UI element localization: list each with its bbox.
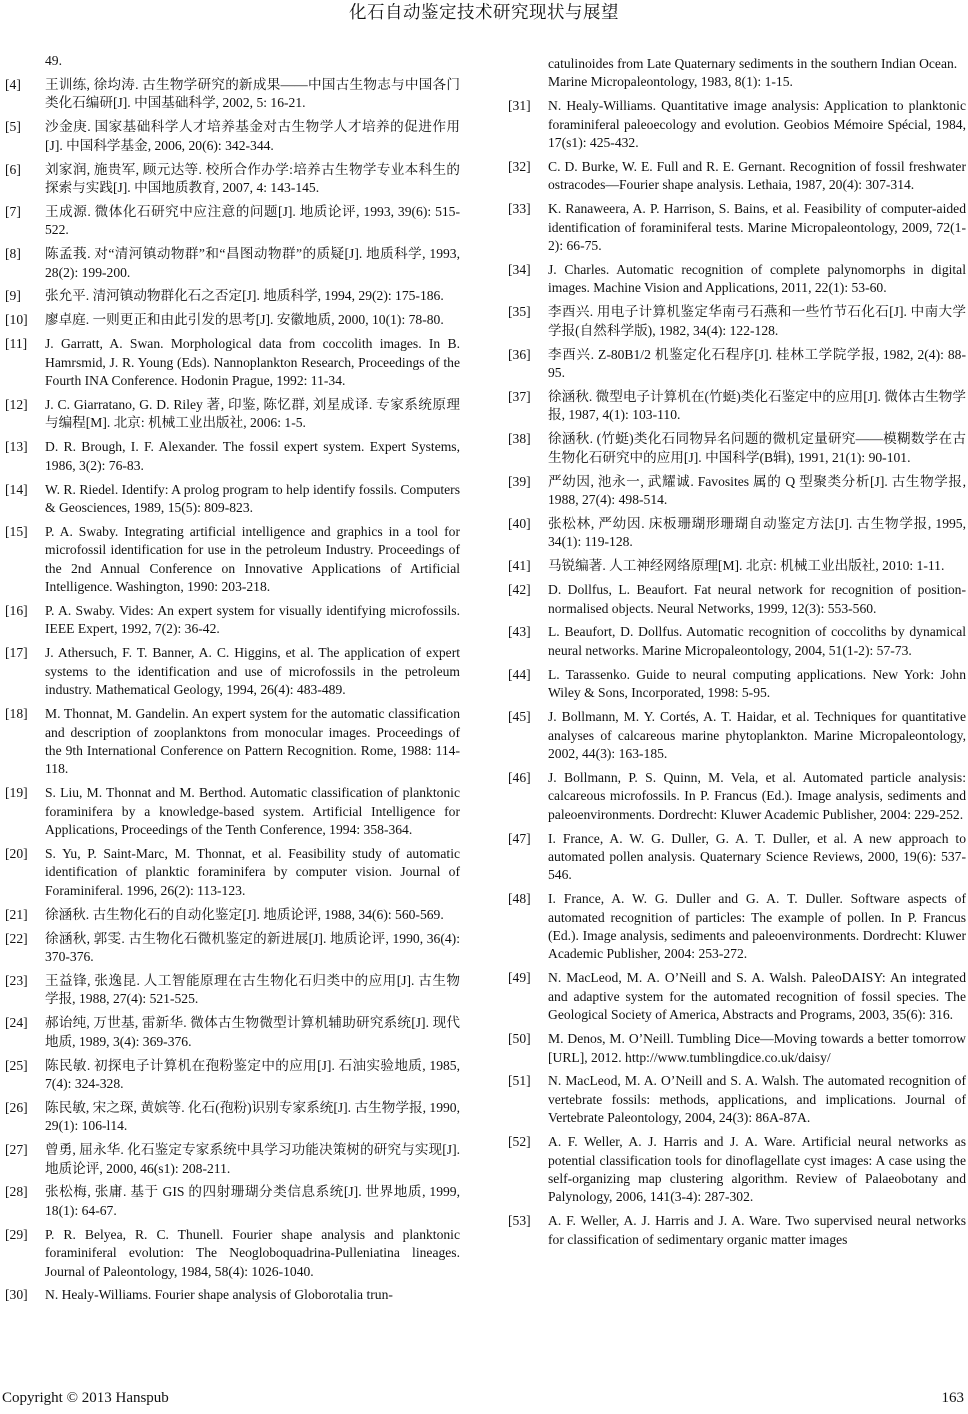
reference-number: [10] [5, 312, 28, 328]
reference-text: 王成源. 微体化石研究中应注意的问题[J]. 地质论评, 1993, 39(6): 515-522. [45, 203, 460, 238]
reference-number: [43] [508, 624, 531, 640]
reference-text: M. Thonnat, M. Gandelin. An expert system for the automatic classification and description of zooplanktons from monocular images. Proceedings of the 9th International Conference on Pattern Recognition. Rome, 1988: 114-118. [45, 706, 460, 777]
reference-number: [32] [508, 159, 531, 175]
reference-entry [5, 644, 460, 699]
reference-number: [45] [508, 709, 531, 725]
reference-number: [8] [5, 246, 21, 262]
reference-number: [53] [508, 1213, 531, 1229]
reference-entry [5, 438, 460, 475]
reference-number: [17] [5, 645, 28, 661]
reference-text: J. Bollmann, M. Y. Cortés, A. T. Haidar, et al. Techniques for quantitative analyses of calcareous marine phytoplankton. Marine Micropaleontology, 2002, 44(3): 163-185. [548, 709, 966, 761]
references-right-column [508, 55, 966, 1255]
reference-entry [508, 261, 966, 298]
reference-text: 郝诒纯, 万世基, 雷新华. 微体古生物微型计算机辅助研究系统[J]. 现代地质, 1989, 3(4): 369-376. [45, 1015, 460, 1049]
reference-number: [25] [5, 1057, 28, 1073]
reference-entry [508, 515, 966, 552]
reference-text: 陈民敏. 初探电子计算机在孢粉鉴定中的应用[J]. 石油实验地质, 1985, 7(4): 324-328. [45, 1057, 460, 1091]
reference-number: [14] [5, 481, 28, 497]
reference-text: 徐涵秋. (竹蜓)类化石同物异名问题的微机定量研究——模糊数学在古生物化石研究中的应用[J]. 中国科学(B辑), 1991, 21(1): 90-101. [548, 431, 966, 465]
reference-text: 陈孟莪. 对“清河镇动物群”和“昌图动物群”的质疑[J]. 地质科学, 1993, 28(2): 199-200. [45, 246, 460, 280]
reference-entry [5, 1057, 460, 1094]
reference-entry [5, 161, 460, 198]
reference-text: P. A. Swaby. Vides: An expert system for visually identifying microfossils. IEEE Expert, 1992, 7(2): 36-42. [45, 603, 460, 637]
reference-number: [19] [5, 785, 28, 801]
reference-entry [5, 396, 460, 433]
reference-entry [5, 930, 460, 967]
reference-entry [508, 1212, 966, 1249]
reference-number: [37] [508, 389, 531, 404]
reference-number: [22] [5, 930, 28, 946]
reference-number: [39] [508, 473, 531, 489]
reference-entry [5, 705, 460, 779]
reference-entry [508, 890, 966, 964]
reference-entry [5, 1286, 460, 1304]
reference-text: 徐涵秋. 微型电子计算机在(竹蜓)类化石鉴定中的应用[J]. 微体古生物学报, 1987, 4(1): 103-110. [548, 389, 966, 423]
reference-text: J. Bollmann, P. S. Quinn, M. Vela, et al. Automated particle analysis: calcareous microfossils. In P. Francus (Ed.). Image analysis, sediments and paleoenvironments. Dordrecht: Kluwer Academic Publisher, 2004: 229-252. [548, 769, 966, 822]
reference-number: [21] [5, 906, 28, 922]
reference-text: J. Athersuch, F. T. Banner, A. C. Higgins, et al. The application of expert systems to the identification and use of microfossils in the petroleum industry. Mathematical Geology, 1994, 26(4): 483-489. [45, 645, 460, 698]
reference-text: I. France, A. W. G. Duller and G. A. T. Duller. Software aspects of automated recognition of particles: The example of pollen. In P. Francus (Ed.). Image analysis, sediments and paleoenvironments. Dordrecht: Kluwer Academic Publisher, 2004: 253-272. [548, 891, 966, 962]
reference-entry [5, 523, 460, 597]
reference-entry [508, 346, 966, 383]
reference-list-right [508, 97, 966, 1249]
reference-text: 沙金庚. 国家基础科学人才培养基金对古生物学人才培养的促进作用[J]. 中国科学基金, 2006, 20(6): 342-344. [45, 119, 460, 153]
reference-text: J. Garratt, A. Swan. Morphological data from coccolith images. In B. Hamrsmid, J. R. Young (Eds). Nannoplankton Research, Proceedings of the Fourth INA Conference. Hodonin Prague, 1992: 11-34. [45, 336, 460, 389]
reference-number: [42] [508, 582, 531, 598]
reference-number: [40] [508, 515, 531, 531]
reference-number: [49] [508, 970, 531, 986]
reference-number: [30] [5, 1287, 28, 1303]
reference-text: 马锐编著. 人工神经网络原理[M]. 北京: 机械工业出版社, 2010: 1-11. [548, 558, 945, 574]
page-header-title: 化石自动鉴定技术研究现状与展望 [349, 2, 619, 22]
reference-entry [508, 581, 966, 618]
reference-number: [7] [5, 203, 21, 219]
reference-number: [33] [508, 201, 531, 217]
reference-number: [38] [508, 431, 531, 447]
reference-text: L. Tarassenko. Guide to neural computing applications. New York: John Wiley & Sons, Incorporated, 1998: 5-95. [548, 666, 966, 701]
reference-text: A. F. Weller, A. J. Harris and J. A. Ware. Two supervised neural networks for classification of sedimentary organic matter images [548, 1213, 966, 1247]
reference-number: [23] [5, 972, 28, 988]
footer-page-number: 163 [941, 1390, 964, 1406]
reference-entry [508, 830, 966, 885]
reference-entry [5, 1141, 460, 1178]
reference-text: 曾勇, 屈永华. 化石鉴定专家系统中具学习功能决策树的研究与实现[J]. 地质论评, 2000, 46(s1): 208-211. [45, 1142, 460, 1176]
reference-entry [5, 602, 460, 639]
reference-entry [5, 203, 460, 240]
reference-text: 张松林, 严幼因. 床板珊瑚形珊瑚自动鉴定方法[J]. 古生物学报, 1995, 34(1): 119-128. [548, 515, 966, 550]
reference-number: [44] [508, 666, 531, 682]
reference-text: L. Beaufort, D. Dollfus. Automatic recognition of coccoliths by dynamical neural networks. Marine Micropaleontology, 2004, 51(1-2): 57-73. [548, 624, 966, 658]
reference-entry [508, 158, 966, 195]
reference-number: [4] [5, 76, 21, 92]
reference-list-left [5, 76, 460, 1305]
reference-text: C. D. Burke, W. E. Full and R. E. Gernant. Recognition of fossil freshwater ostracodes—Fourier shape analysis. Lethaia, 1987, 20(4): 307-314. [548, 159, 966, 193]
reference-entry [5, 481, 460, 518]
reference-entry [5, 1099, 460, 1136]
reference-number: [26] [5, 1099, 28, 1115]
reference-text: 李酉兴. Z-80B1/2 机鉴定化石程序[J]. 桂林工学院学报, 1982, 2(4): 88-95. [548, 346, 966, 381]
reference-entry [5, 784, 460, 839]
reference-text: N. Healy-Williams. Fourier shape analysis of Globorotalia trun- [45, 1287, 393, 1303]
reference-number: [31] [508, 98, 531, 114]
references-left-column [5, 52, 460, 1310]
reference-text: 严幼因, 池永一, 武耀诚. Favosites 属的 Q 型聚类分析[J]. 古生物学报, 1988, 27(4): 498-514. [548, 473, 966, 508]
reference-entry [5, 1183, 460, 1220]
reference-entry [5, 335, 460, 390]
reference-number: [36] [508, 346, 531, 362]
reference-number: [24] [5, 1015, 28, 1031]
reference-number: [6] [5, 161, 21, 177]
reference-entry [5, 311, 460, 329]
reference-number: [34] [508, 262, 531, 278]
reference-number: [46] [508, 769, 531, 785]
reference-text: 刘家润, 施贵军, 顾元达等. 校所合作办学:培养古生物学专业本科生的探索与实践[J]. 中国地质教育, 2007, 4: 143-145. [45, 161, 460, 195]
reference-text: 李酉兴. 用电子计算机鉴定华南弓石燕和一些竹节石化石[J]. 中南大学学报(自然科学版), 1982, 34(4): 122-128. [548, 304, 966, 338]
reference-entry [508, 666, 966, 703]
reference-number: [35] [508, 304, 531, 320]
reference-text: K. Ranaweera, A. P. Harrison, S. Bains, et al. Feasibility of computer-aided identification of foraminiferal tests. Marine Micropaleontology, 2009, 72(1-2): 66-75. [548, 201, 966, 254]
reference-entry [508, 708, 966, 763]
reference-number: [29] [5, 1226, 28, 1242]
reference-number: [12] [5, 397, 28, 412]
reference-text: N. MacLeod, M. A. O’Neill and S. A. Walsh. PaleoDAISY: An integrated and adaptive system for the automated recognition of fossil species. The Geological Society of America, Abstracts and Programs, 2003, 35(6): 316. [548, 970, 966, 1023]
reference-text: S. Yu, P. Saint-Marc, M. Thonnat, et al. Feasibility study of automatic identification of planktic foraminifera by computer vision. Journal of Foraminiferal. 1996, 26(2): 113-123. [45, 845, 460, 898]
reference-number: [51] [508, 1073, 531, 1089]
reference-text: S. Liu, M. Thonnat and M. Berthod. Automatic classification of planktonic foraminifera by a knowledge-based system. Artificial Intelligence for Applications, Proceedings of the Tenth Conference, 1994: 358-364. [45, 785, 460, 838]
reference-text: 廖卓庭. 一则更正和由此引发的思考[J]. 安徽地质, 2000, 10(1): 78-80. [45, 312, 444, 328]
reference-text: 徐涵秋. 古生物化石的自动化鉴定[J]. 地质论评, 1988, 34(6): 560-569. [45, 906, 444, 922]
footer-copyright: Copyright © 2013 Hanspub [2, 1390, 169, 1406]
reference-entry [508, 473, 966, 510]
reference-number: [13] [5, 439, 28, 455]
reference-entry [5, 972, 460, 1009]
reference-number: [47] [508, 830, 531, 846]
reference-text: W. R. Riedel. Identify: A prolog program to help identify fossils. Computers & Geosciences, 1989, 15(5): 809-823. [45, 481, 460, 516]
reference-text: P. A. Swaby. Integrating artificial intelligence and graphics in a tool for microfossil identification for use in the petroleum Industry. Proceedings of the 2nd Annual Conference on Innovative Applications of Artificial Intelligence. Washington, 1990: 203-218. [45, 523, 460, 595]
reference-text: D. Dollfus, L. Beaufort. Fat neural network for recognition of position-normalised objects. Neural Networks, 1999, 12(3): 553-560. [548, 582, 966, 616]
reference-text: 陈民敏, 宋之琛, 黄嫔等. 化石(孢粉)识别专家系统[J]. 古生物学报, 1990, 29(1): 106-l14. [45, 1099, 460, 1134]
reference-continuation: catulinoides from Late Quaternary sediments in the southern Indian Ocean. Marine Micropaleontology, 1983, 8(1): 1-15. [548, 56, 958, 90]
reference-number: [48] [508, 891, 531, 907]
reference-entry [5, 245, 460, 282]
reference-number: [5] [5, 119, 21, 135]
reference-number: [11] [5, 336, 28, 352]
reference-entry [508, 1133, 966, 1207]
reference-text: M. Denos, M. O’Neill. Tumbling Dice—Moving towards a better tomorrow [URL], 2012. http://www.tumblingdice.co.uk/daisy/ [548, 1031, 966, 1065]
reference-entry [508, 303, 966, 340]
reference-text: 张松梅, 张庸. 基于 GIS 的四射珊瑚分类信息系统[J]. 世界地质, 1999, 18(1): 64-67. [45, 1184, 460, 1218]
reference-number: [15] [5, 523, 28, 539]
reference-text: I. France, A. W. G. Duller, G. A. T. Duller, et al. A new approach to automated pollen analysis. Quaternary Science Reviews, 2000, 19(6): 537-546. [548, 830, 966, 883]
reference-entry [508, 200, 966, 255]
reference-entry [5, 845, 460, 900]
reference-number: [16] [5, 603, 28, 619]
reference-number: [28] [5, 1184, 28, 1200]
reference-entry [508, 1030, 966, 1067]
reference-text: 徐涵秋, 郭雯. 古生物化石微机鉴定的新进展[J]. 地质论评, 1990, 36(4): 370-376. [45, 930, 460, 964]
reference-entry [5, 906, 460, 924]
reference-text: P. R. Belyea, R. C. Thunell. Fourier shape analysis and planktonic foraminiferal evolution: The Neogloboquadrina-Pulleniatina lineages. Journal of Paleontology, 1984, 58(4): 1026-1040. [45, 1226, 460, 1279]
reference-number: [9] [5, 288, 21, 304]
reference-text: 张允平. 清河镇动物群化石之否定[J]. 地质科学, 1994, 29(2): 175-186. [45, 288, 444, 304]
reference-number: [41] [508, 558, 531, 574]
reference-text: J. C. Giarratano, G. D. Riley 著, 印鉴, 陈忆群, 刘星成译. 专家系统原理与编程[M]. 北京: 机械工业出版社, 2006: 1-5. [45, 397, 460, 431]
reference-entry [508, 769, 966, 824]
reference-text: 王益锋, 张逸昆. 人工智能原理在古生物化石归类中的应用[J]. 古生物学报, 1988, 27(4): 521-525. [45, 972, 460, 1007]
reference-continuation: 49. [45, 53, 62, 68]
reference-text: A. F. Weller, A. J. Harris and J. A. Ware. Artificial neural networks as potential classification tools for dinoflagellate cyst images: A case using the self-organizing map clustering algorithm. Review of Palaeobotany and Palynology, 2006, 141(3-4): 287-302. [548, 1134, 966, 1205]
reference-entry [508, 969, 966, 1024]
reference-entry [508, 430, 966, 467]
reference-entry [508, 388, 966, 425]
reference-entry [508, 557, 966, 575]
reference-entry [5, 76, 460, 113]
reference-text: N. Healy-Williams. Quantitative image analysis: Application to planktonic foraminiferal paleoecology and evolution. Geobios Mémoire Spécial, 1984, 17(s1): 425-432. [548, 98, 966, 151]
reference-entry [508, 1072, 966, 1127]
reference-text: D. R. Brough, I. F. Alexander. The fossil expert system. Expert Systems, 1986, 3(2): 76-83. [45, 439, 460, 473]
reference-number: [20] [5, 845, 28, 861]
reference-entry [5, 118, 460, 155]
reference-entry [5, 1014, 460, 1051]
reference-number: [50] [508, 1031, 531, 1047]
reference-text: J. Charles. Automatic recognition of complete palynomorphs in digital images. Machine Vision and Applications, 2011, 22(1): 53-60. [548, 262, 966, 296]
reference-number: [27] [5, 1142, 28, 1158]
reference-number: [52] [508, 1134, 531, 1150]
reference-text: N. MacLeod, M. A. O’Neill and S. A. Walsh. The automated recognition of vertebrate fossils: methods, applications, and implications. Journal of Vertebrate Paleontology, 2004, 24(3): 86A-87A. [548, 1073, 966, 1126]
reference-entry [5, 1226, 460, 1281]
reference-entry [508, 97, 966, 152]
reference-entry [5, 287, 460, 305]
reference-entry [508, 623, 966, 660]
reference-number: [18] [5, 706, 28, 722]
reference-text: 王训练, 徐均涛. 古生物学研究的新成果——中国古生物志与中国各门类化石编研[J]. 中国基础科学, 2002, 5: 16-21. [45, 76, 460, 111]
